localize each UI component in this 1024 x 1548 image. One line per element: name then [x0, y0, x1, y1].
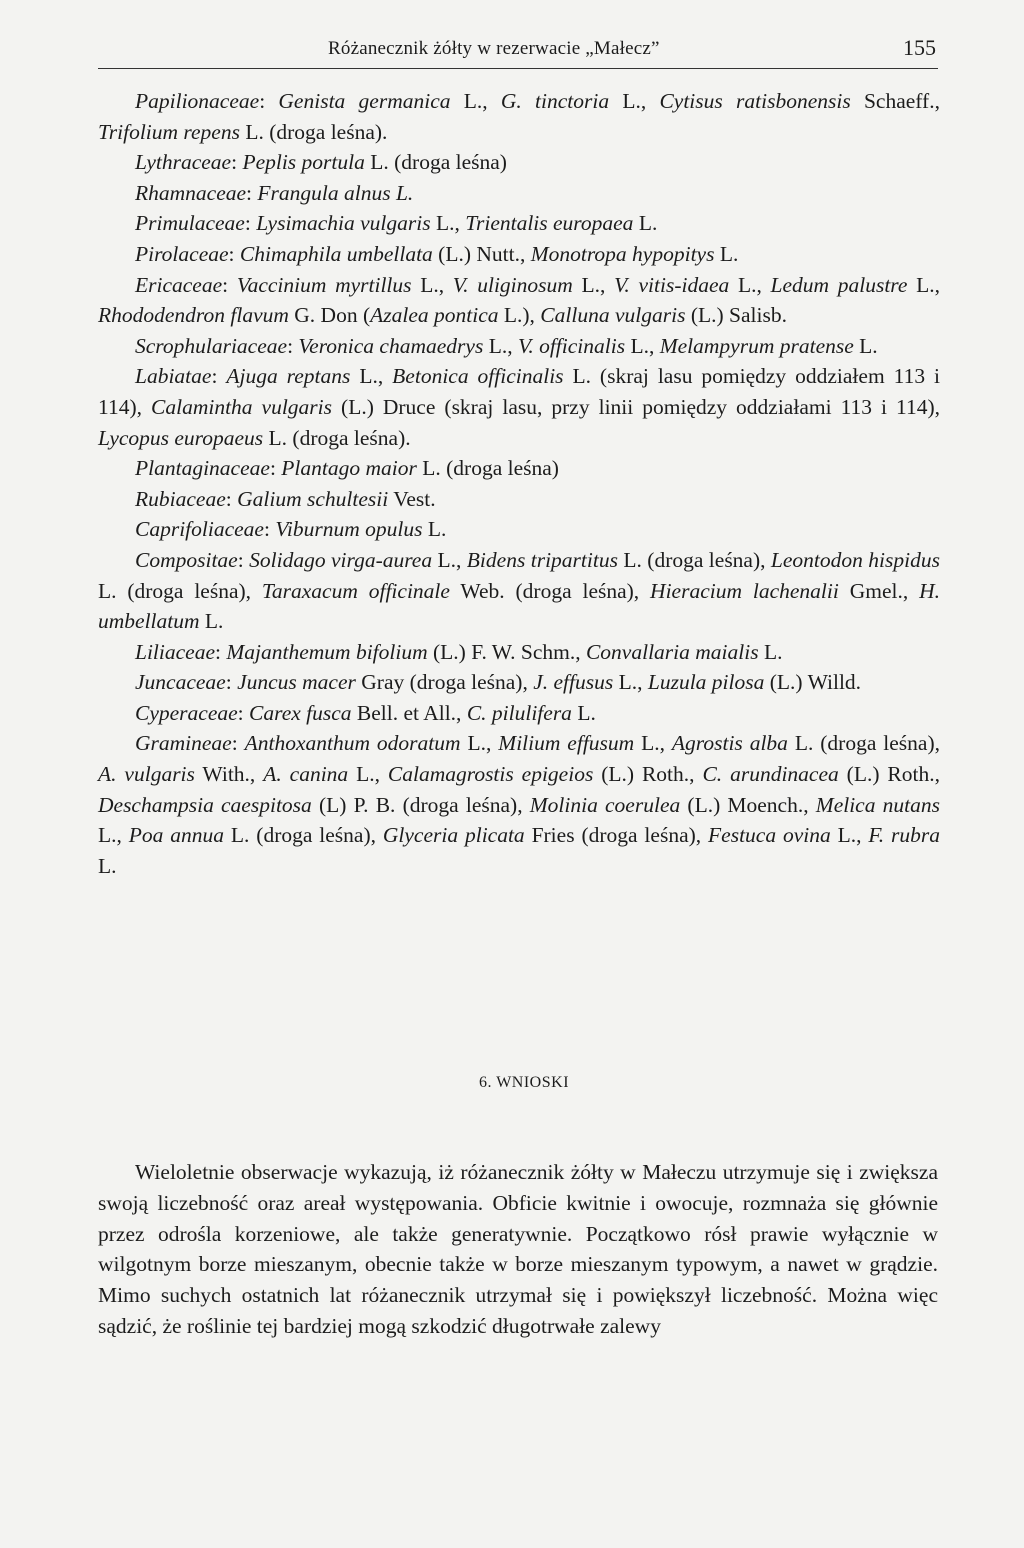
taxon-name: Galium schultesii — [237, 486, 389, 511]
taxon-name: Leontodon hispidus — [770, 547, 940, 572]
species-entry — [98, 239, 940, 270]
taxon-name: Juncaceae — [135, 670, 226, 695]
taxon-name: Viburnum opulus — [275, 517, 423, 542]
entry-text: L., — [450, 89, 501, 113]
entry-text: L., — [483, 333, 518, 358]
taxon-name: Monotropa hypopitys — [530, 241, 715, 266]
running-title: Różanecznik żółty w rezerwacie „Małecz” — [328, 38, 660, 59]
taxon-name: C. arundinacea — [702, 762, 839, 787]
taxon-name: Plantago maior — [281, 456, 417, 481]
taxon-name: G. tinctoria — [500, 89, 610, 113]
taxon-name: A. canina — [263, 762, 349, 787]
taxon-name: Vaccinium myrtillus — [236, 272, 412, 297]
taxon-name: Trientalis europaea — [465, 211, 634, 236]
taxon-name: Genista germanica — [278, 89, 451, 113]
entry-text: : — [231, 731, 245, 756]
taxon-name: Pirolaceae — [135, 241, 229, 266]
taxon-name: Liliaceae — [135, 639, 216, 664]
entry-text: L.), — [498, 303, 541, 328]
entry-text: L. (skraj lasu pomiędzy oddziałem 113 i 114), — [98, 364, 940, 419]
entry-text: (L.) Moench., — [680, 792, 816, 817]
taxon-name: Anthoxanthum odoratum — [244, 731, 461, 756]
taxon-name: Taraxacum officinale — [261, 578, 450, 603]
entry-text: L. (droga leśna), — [98, 578, 262, 603]
running-header — [98, 34, 938, 69]
taxon-name: Carex fusca — [249, 700, 352, 725]
entry-text: (L) P. B. (droga leśna), — [311, 792, 530, 817]
entry-text: L., — [609, 89, 660, 113]
taxon-name: Hieracium lachenalii — [650, 578, 839, 603]
species-entry — [98, 728, 940, 881]
entry-text: Gmel., — [838, 578, 920, 603]
entry-text: (L.) Roth., — [838, 762, 940, 787]
entry-text: : — [222, 272, 237, 297]
conclusions-paragraph: Wieloletnie obserwacje wykazują, iż różanecznik żółty w Małeczu utrzymuje się i zwiększa swoją liczebność oraz areał występowania. Obficie kwitnie i owocuje, rozmnaża się głównie przez odrośla korzeniowe, ale także generatywnie. Początkowo rósł prawie wyłącznie w wilgotnym borze mieszanym, obecnie także w borze mieszanym typowym, a nawet w grądzie. Mimo suchych ostatnich lat różanecznik utrzymał się i powiększył liczebność. Można więc sądzić, że roślinie tej bardziej mogą szkodzić długotrwałe zalewy — [98, 1160, 938, 1338]
entry-text: : — [228, 241, 240, 266]
taxon-name: Calamintha vulgaris — [151, 394, 333, 419]
entry-text: : — [211, 364, 227, 389]
taxon-name: Luzula pilosa — [647, 670, 765, 695]
entry-text: Web. (droga leśna), — [449, 578, 651, 603]
species-entry — [98, 453, 940, 484]
taxon-name: Peplis portula — [242, 150, 365, 175]
taxon-name: Juncus macer — [237, 670, 356, 695]
taxon-name: Rubiaceae — [135, 486, 226, 511]
taxon-name: Rhamnaceae — [135, 180, 247, 205]
entry-text: L., — [350, 364, 393, 389]
entry-text: (L.) Druce (skraj lasu, przy linii pomiędzy oddziałami 113 i 114), — [332, 394, 940, 419]
taxon-name: Veronica chamaedrys — [298, 333, 484, 358]
taxon-name: Azalea pontica — [370, 303, 499, 328]
entry-text: (L.) F. W. Schm., — [427, 639, 586, 664]
entry-text: : — [231, 150, 243, 175]
entry-text: : — [237, 547, 250, 572]
taxon-name: Bidens tripartitus — [466, 547, 618, 572]
taxon-name: Ledum palustre — [770, 272, 908, 297]
taxon-name: Betonica officinalis — [392, 364, 564, 389]
taxon-name: Calluna vulgaris — [540, 303, 686, 328]
taxon-name: Primulaceae — [135, 211, 245, 236]
species-entry — [98, 208, 940, 239]
taxon-name: Agrostis alba — [671, 731, 788, 756]
taxon-name: Lythraceae — [135, 150, 232, 175]
taxon-name: H. umbellatum — [98, 578, 940, 634]
taxon-name: Ericaceae — [135, 272, 223, 297]
entry-text: (L.) Roth., — [593, 762, 703, 787]
taxon-name: Melampyrum pratense — [659, 333, 854, 358]
entry-text: Vest. — [388, 486, 436, 511]
entry-text: L., — [830, 823, 869, 848]
entry-text: L., — [729, 272, 771, 297]
taxon-name: Compositae — [135, 547, 238, 572]
taxon-name: Gramineae — [135, 731, 232, 756]
taxon-name: Poa annua — [128, 823, 225, 848]
entry-text: : — [246, 180, 258, 205]
entry-text: Schaeff., — [850, 89, 940, 113]
species-entry — [98, 178, 940, 209]
taxon-name: Molinia coerulea — [529, 792, 681, 817]
entry-text: L., — [98, 823, 129, 848]
taxon-name: Calamagrostis epigeios — [387, 762, 594, 787]
taxon-name: Glyceria plicata — [382, 823, 525, 848]
entry-text: (L.) Willd. — [764, 670, 862, 695]
entry-text: L., — [460, 731, 499, 756]
taxon-name: Melica nutans — [815, 792, 940, 817]
taxon-name: Chimaphila umbellata — [239, 241, 433, 266]
entry-text: : — [287, 333, 299, 358]
entry-text: : — [269, 456, 282, 481]
species-entry — [98, 514, 940, 545]
taxon-name: Festuca ovina — [708, 823, 831, 848]
taxon-name: J. effusus — [533, 670, 614, 695]
section-heading: 6. WNIOSKI — [478, 1074, 570, 1091]
entry-text: L. — [714, 241, 739, 266]
entry-text: L. (droga leśna). — [239, 119, 388, 144]
entry-text: L. (droga leśna), — [617, 547, 771, 572]
page-number: 155 — [903, 35, 936, 60]
taxon-name: Majanthemum bifolium — [226, 639, 428, 664]
entry-text: L., — [432, 547, 467, 572]
taxon-name: Trifolium repens — [98, 119, 240, 144]
entry-text: L. — [758, 639, 783, 664]
taxon-name: Convallaria maialis — [585, 639, 759, 664]
taxon-name: Ajuga reptans — [226, 364, 351, 389]
species-entry — [98, 484, 940, 515]
taxon-name: Labiatae — [135, 364, 212, 389]
entry-text: : — [244, 211, 257, 236]
taxon-name: V. vitis-idaea — [614, 272, 730, 297]
taxon-name: V. uliginosum — [452, 272, 573, 297]
entry-text: L. — [571, 700, 596, 725]
entry-text: L. (droga leśna). — [263, 425, 411, 450]
entry-text: With., — [194, 762, 264, 787]
entry-text: (L.) Salisb. — [685, 303, 787, 328]
taxon-name: C. pilulifera — [466, 700, 572, 725]
taxon-name: Rhododendron flavum — [98, 303, 289, 328]
entry-text: L., — [348, 762, 388, 787]
entry-text: L. — [422, 517, 447, 542]
entry-text: L. (droga leśna), — [224, 823, 383, 848]
entry-text: L. (droga leśna), — [787, 731, 940, 756]
species-list — [98, 86, 940, 881]
entry-text: L. (droga leśna) — [416, 456, 559, 481]
entry-text: : — [215, 639, 227, 664]
entry-text: L. — [98, 853, 117, 878]
entry-text: G. Don ( — [288, 303, 371, 328]
entry-text: L., — [411, 272, 453, 297]
species-entry — [98, 361, 940, 453]
entry-text: L., — [613, 670, 648, 695]
taxon-name: V. officinalis — [517, 333, 626, 358]
taxon-name: Plantaginaceae — [135, 456, 270, 481]
entry-text: L., — [907, 272, 940, 297]
entry-text: Bell. et All., — [351, 700, 467, 725]
taxon-name: F. rubra — [868, 823, 940, 848]
entry-text: L. — [199, 609, 224, 634]
entry-text: L., — [625, 333, 660, 358]
entry-text: L., — [572, 272, 615, 297]
taxon-name: Caprifoliaceae — [135, 517, 264, 542]
taxon-name: Lysimachia vulgaris — [256, 211, 431, 236]
species-entry — [98, 86, 940, 147]
species-entry — [98, 667, 940, 698]
entry-text: L. — [633, 211, 658, 236]
taxon-name: Cyperaceae — [135, 700, 238, 725]
species-entry — [98, 270, 940, 331]
taxon-name: Milium effusum — [498, 731, 635, 756]
entry-text: : — [263, 517, 276, 542]
entry-text: L., — [634, 731, 672, 756]
taxon-name: A. vulgaris — [98, 762, 195, 787]
entry-text: Gray (droga leśna), — [355, 670, 534, 695]
conclusions-section — [98, 1157, 938, 1342]
entry-text: L., — [430, 211, 466, 236]
entry-text: : — [225, 486, 238, 511]
entry-text: : — [237, 700, 250, 725]
entry-text: (L.) Nutt., — [432, 241, 531, 266]
entry-text: : — [259, 89, 279, 113]
taxon-name: Solidago virga-aurea — [249, 547, 433, 572]
species-entry — [98, 147, 940, 178]
species-entry — [98, 637, 940, 668]
taxon-name: Scrophulariaceae — [135, 333, 288, 358]
entry-text: L. (droga leśna) — [364, 150, 507, 175]
entry-text: : — [225, 670, 238, 695]
entry-text: Fries (droga leśna), — [524, 823, 709, 848]
taxon-name: Deschampsia caespitosa — [98, 792, 312, 817]
taxon-name: Cytisus ratisbonensis — [659, 89, 851, 113]
entry-text: L. — [853, 333, 878, 358]
taxon-name: Lycopus europaeus — [98, 425, 264, 450]
taxon-name: Frangula alnus L. — [257, 180, 414, 205]
species-entry — [98, 545, 940, 637]
taxon-name: Papilionaceae — [135, 89, 260, 113]
species-entry — [98, 331, 940, 362]
species-entry — [98, 698, 940, 729]
